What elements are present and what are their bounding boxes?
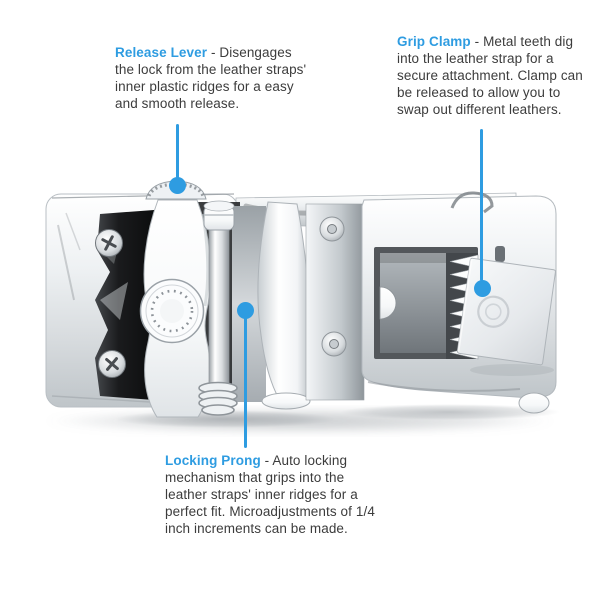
annotation-text-line: mechanism that grips into the <box>165 470 345 485</box>
grip-clamp-callout-line <box>480 129 483 281</box>
annotation-locking-prong <box>165 452 375 537</box>
release-lever-callout-dot <box>169 177 186 194</box>
annotation-term: Grip Clamp <box>397 34 471 49</box>
drop-shadow <box>45 404 560 434</box>
rivet-panel <box>306 204 364 400</box>
annotation-term: Release Lever <box>115 45 208 60</box>
annotation-text-line: be released to allow you to <box>397 85 561 100</box>
screw-bottom <box>99 351 126 378</box>
annotation-text-line: inch increments can be made. <box>165 521 348 536</box>
release-lever-callout-line <box>176 124 179 178</box>
annotation-text-line: inner plastic ridges for a easy <box>115 79 294 94</box>
annotation-text: - Auto locking <box>260 453 348 468</box>
annotation-text-line: secure attachment. Clamp can <box>397 68 583 83</box>
locking-prong-callout-dot <box>237 302 254 319</box>
annotation-grip-clamp <box>397 33 583 118</box>
annotation-first-line <box>397 33 583 50</box>
annotation-text-line: the lock from the leather straps' <box>115 62 307 77</box>
adjustment-dial <box>141 280 204 343</box>
annotation-term: Locking Prong <box>165 453 261 468</box>
screw-top <box>96 230 123 257</box>
locking-prong-callout-line <box>244 316 247 448</box>
grip-clamp-callout-dot <box>474 280 491 297</box>
annotation-text-line: into the leather strap for a <box>397 51 554 66</box>
rivet-top <box>320 217 344 241</box>
annotation-text-line: perfect fit. Microadjustments of 1/4 <box>165 504 375 519</box>
rivet-bottom <box>322 332 346 356</box>
pin-spring <box>199 383 237 416</box>
annotation-text: - Disengages <box>207 45 292 60</box>
annotation-text-line: leather straps' inner ridges for a <box>165 487 358 502</box>
annotation-release-lever <box>115 44 306 112</box>
annotation-text-line: and smooth release. <box>115 96 240 111</box>
annotation-text-line: swap out different leathers. <box>397 102 562 117</box>
annotation-first-line <box>115 44 306 61</box>
annotation-text: - Metal teeth dig <box>470 34 574 49</box>
annotation-first-line <box>165 452 375 469</box>
right-foot <box>519 393 549 413</box>
